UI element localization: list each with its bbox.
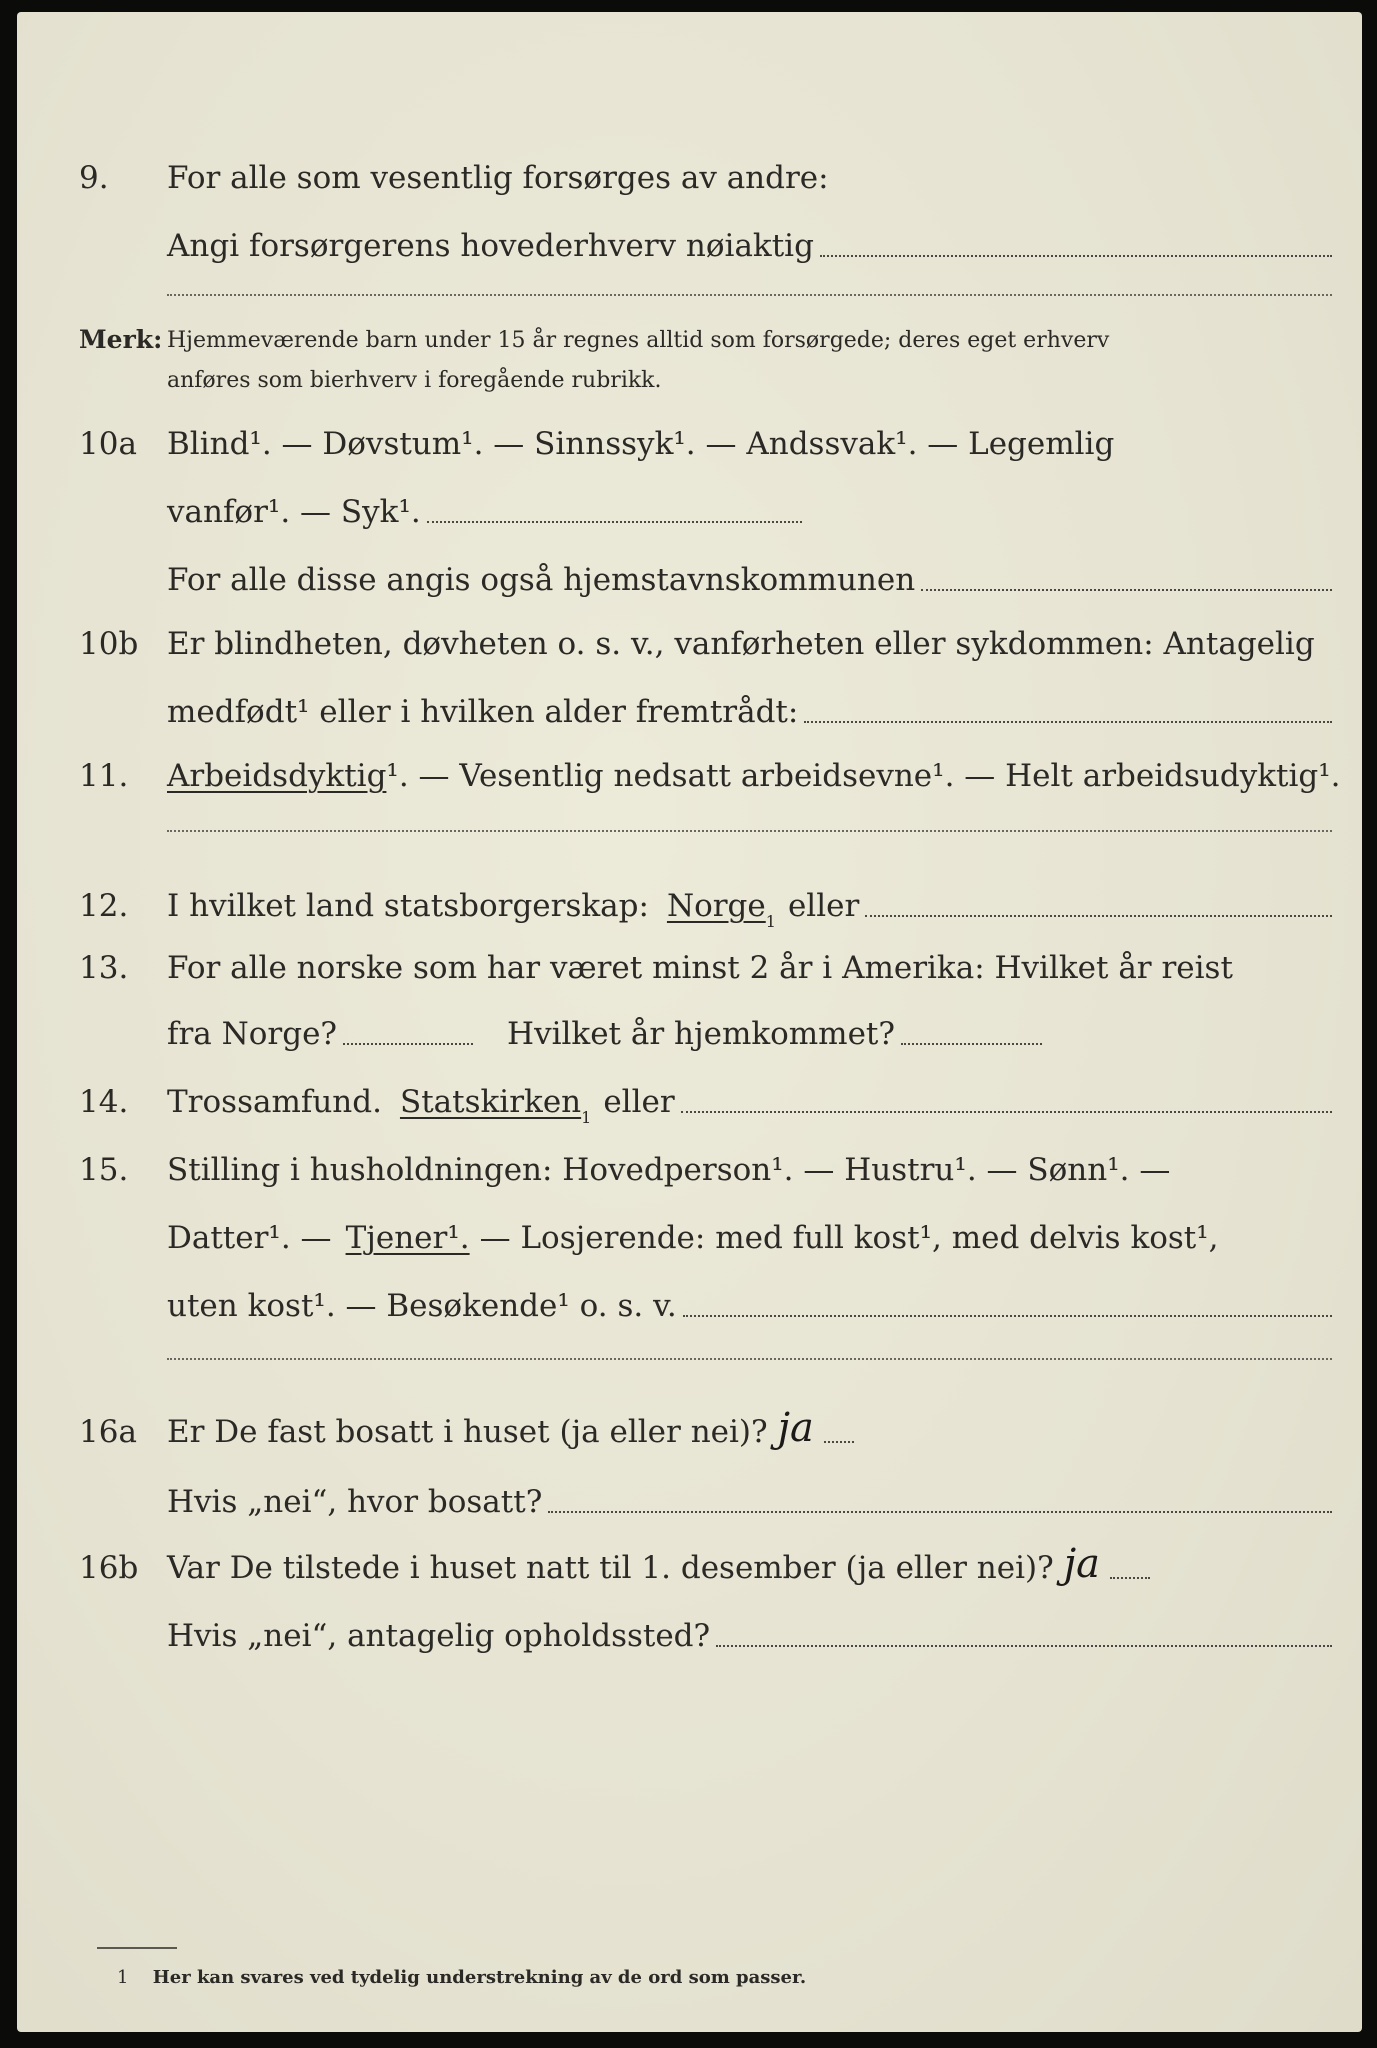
question-10a-line-3 (79, 546, 1332, 596)
question-number: 13. (79, 950, 129, 986)
question-text: Angi forsørgerens hovederhverv nøiaktig (167, 228, 814, 264)
question-16a-line-2 (79, 1468, 1332, 1518)
question-16b-line-2 (79, 1602, 1332, 1652)
question-text: Hvis „nei“, antagelig opholdssted? (167, 1618, 711, 1654)
question-text: Datter¹. — (167, 1220, 332, 1256)
answer-field-16b[interactable] (1110, 1577, 1150, 1579)
question-number: 10a (79, 426, 137, 462)
question-text: Er De fast bosatt i huset (ja eller nei)? (167, 1414, 768, 1450)
answer-field-q14[interactable] (681, 1111, 1332, 1113)
answer-line-q15-extra[interactable] (167, 1358, 1332, 1360)
note-line-2 (79, 352, 1332, 392)
answer-field-q10b[interactable] (804, 721, 1332, 723)
question-text: Trossamfund. (167, 1084, 382, 1120)
question-15-line-1 (79, 1136, 1332, 1186)
question-text-eller: eller (787, 888, 860, 924)
question-text: vanfør¹. — Syk¹. (167, 494, 421, 530)
question-text: fra Norge? (167, 1016, 338, 1052)
question-text: Hvis „nei“, hvor bosatt? (167, 1484, 543, 1520)
question-number: 14. (79, 1084, 129, 1120)
question-10b-line-2 (79, 678, 1332, 728)
question-number: 16b (79, 1550, 139, 1586)
question-10a-line-2 (79, 478, 802, 528)
question-text: ¹. — Vesentlig nedsatt arbeidsevne¹. — Helt arbeidsudyktig¹. (386, 758, 1341, 794)
option-norge-underlined[interactable]: Norge (666, 888, 766, 924)
question-10a-line-1 (79, 410, 1332, 460)
answer-field-reist-year[interactable] (343, 1043, 473, 1045)
question-text: For alle disse angis også hjemstavnskommunen (167, 562, 916, 598)
answer-field-hjemkommet-year[interactable] (901, 1043, 1042, 1045)
option-statskirken-underlined[interactable]: Statskirken (399, 1084, 582, 1120)
question-13-line-1 (79, 934, 1332, 984)
question-9-line-2 (79, 212, 1332, 262)
question-text-eller: eller (603, 1084, 675, 1120)
answer-field-q9[interactable] (820, 255, 1332, 257)
footnote-mark: 1 (117, 1967, 129, 1988)
answer-field-q10a[interactable] (427, 521, 802, 523)
question-15-line-2 (79, 1204, 1332, 1254)
footnote-divider (97, 1947, 177, 1949)
footnote (117, 1967, 806, 1988)
question-16a-line-1 (79, 1398, 1332, 1451)
answer-field-q15[interactable] (683, 1315, 1332, 1317)
question-text: Stilling i husholdningen: Hovedperson¹. — Hustru¹. — Sønn¹. — (167, 1152, 1171, 1188)
note-text: Hjemmeværende barn under 15 år regnes alltid som forsørgede; deres eget erhverv (167, 328, 1110, 353)
question-11 (79, 742, 1341, 794)
question-12: 12. I hvilket land statsborgerskap: Norge 1 eller (79, 872, 1332, 922)
note-line-1 (79, 312, 1332, 352)
answer-field-hjemstavnskommune[interactable] (921, 589, 1332, 591)
handwritten-answer-16b[interactable]: ja (1063, 1541, 1100, 1587)
question-text: Blind¹. — Døvstum¹. — Sinnssyk¹. — Andssvak¹. — Legemlig (167, 426, 1115, 462)
question-16b-line-1 (79, 1534, 1332, 1587)
note-label: Merk: (79, 325, 163, 354)
question-15-line-3 (79, 1272, 1332, 1322)
question-text: For alle som vesentlig forsørges av andre: (167, 160, 829, 196)
census-form-page (17, 12, 1362, 2032)
answer-line-q11[interactable] (167, 830, 1332, 832)
question-9-line-1 (79, 144, 1332, 194)
question-14: 14. Trossamfund. Statskirken 1 eller (79, 1068, 1332, 1118)
handwritten-answer-16a[interactable]: ja (777, 1405, 814, 1451)
question-text: — Losjerende: med full kost¹, med delvis kost¹, (479, 1220, 1219, 1256)
question-number: 15. (79, 1152, 129, 1188)
question-10b-line-1 (79, 610, 1332, 660)
question-text: Hvilket år hjemkommet? (507, 1016, 896, 1052)
question-text: medfødt¹ eller i hvilken alder fremtrådt: (167, 694, 799, 730)
answer-field-q12[interactable] (865, 915, 1332, 917)
question-13-line-2 (79, 1000, 1042, 1050)
question-text: For alle norske som har været minst 2 år i Amerika: Hvilket år reist (167, 950, 1233, 986)
question-number: 9. (79, 160, 109, 196)
answer-field-opholdssted[interactable] (716, 1645, 1332, 1647)
note-text: anføres som bierhverv i foregående rubrikk. (167, 368, 662, 393)
answer-field-bosatt[interactable] (548, 1511, 1332, 1513)
question-text: I hvilket land statsborgerskap: (167, 888, 649, 924)
answer-field-16a[interactable] (824, 1441, 854, 1443)
option-arbeidsdyktig-underlined[interactable]: Arbeidsdyktig (167, 758, 387, 794)
question-text: uten kost¹. — Besøkende¹ o. s. v. (167, 1288, 677, 1324)
answer-line-q9-extra[interactable] (167, 294, 1332, 296)
question-number: 12. (79, 888, 129, 924)
question-number: 11. (79, 758, 129, 794)
option-tjener-underlined[interactable]: Tjener¹. (345, 1220, 470, 1256)
question-number: 10b (79, 626, 139, 662)
question-text: Var De tilstede i huset natt til 1. desember (ja eller nei)? (167, 1550, 1054, 1586)
question-text: Er blindheten, døvheten o. s. v., vanførheten eller sykdommen: Antagelig (167, 626, 1315, 662)
question-number: 16a (79, 1414, 137, 1450)
footnote-text: Her kan svares ved tydelig understrekning av de ord som passer. (152, 1967, 807, 1988)
